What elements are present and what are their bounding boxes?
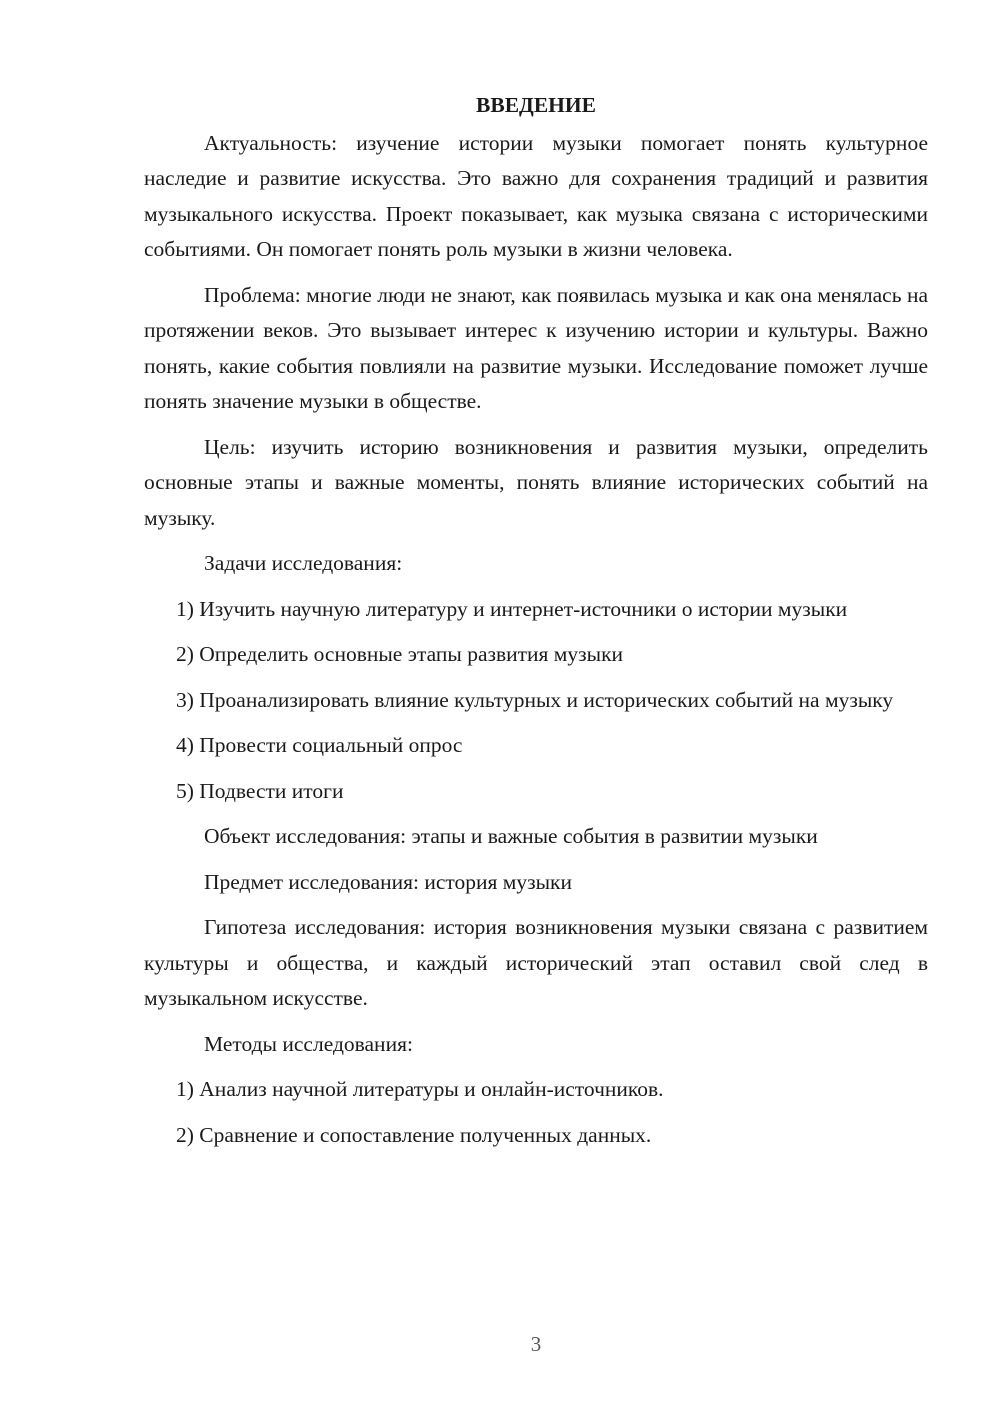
methods-heading: Методы исследования: — [204, 1031, 413, 1056]
document-page — [144, 88, 928, 1163]
task-item: 4) Провести социальный опрос — [176, 733, 463, 757]
method-item: 2) Сравнение и сопоставление полученных данных. — [176, 1122, 652, 1147]
goal-paragraph: Цель: изучить историю возникновения и развития музыки, определить основные этапы и важные моменты, понять влияние исторических событий на музыку. — [144, 434, 928, 530]
problem-paragraph: Проблема: многие люди не знают, как появилась музыка и как она менялась на протяжении веков. Это вызывает интерес к изучению истории и культуры. Важно понять, какие события повлияли на развитие музыки. Исследование поможет лучше понять значение музыки в обществе. — [144, 282, 928, 413]
task-item: 1) Изучить научную литературу и интернет-источники о истории музыки — [176, 596, 848, 621]
relevance-paragraph: Актуальность: изучение истории музыки помогает понять культурное наследие и развитие искусства. Это важно для сохранения традиций и развития музыкального искусства. Проект показывает, как музыка связана с историческими событиями. Он помогает понять роль музыки в жизни человека. — [144, 130, 928, 261]
hypothesis-paragraph: Гипотеза исследования: история возникновения музыки связана с развитием культуры и общества, и каждый исторический этап оставил свой след в музыкальном искусстве. — [144, 915, 928, 1010]
task-item: 2) Определить основные этапы развития музыки — [176, 642, 624, 666]
task-item: 5) Подвести итоги — [176, 778, 344, 803]
page-title: ВВЕДЕНИЕ — [476, 93, 596, 117]
page-number: 3 — [530, 1332, 542, 1356]
research-subject: Предмет исследования: история музыки — [204, 869, 572, 894]
method-item: 1) Анализ научной литературы и онлайн-источников. — [176, 1077, 664, 1101]
tasks-heading: Задачи исследования: — [204, 551, 403, 575]
research-object: Объект исследования: этапы и важные события в развитии музыки — [204, 824, 818, 848]
task-item: 3) Проанализировать влияние культурных и исторических событий на музыку — [176, 687, 894, 712]
